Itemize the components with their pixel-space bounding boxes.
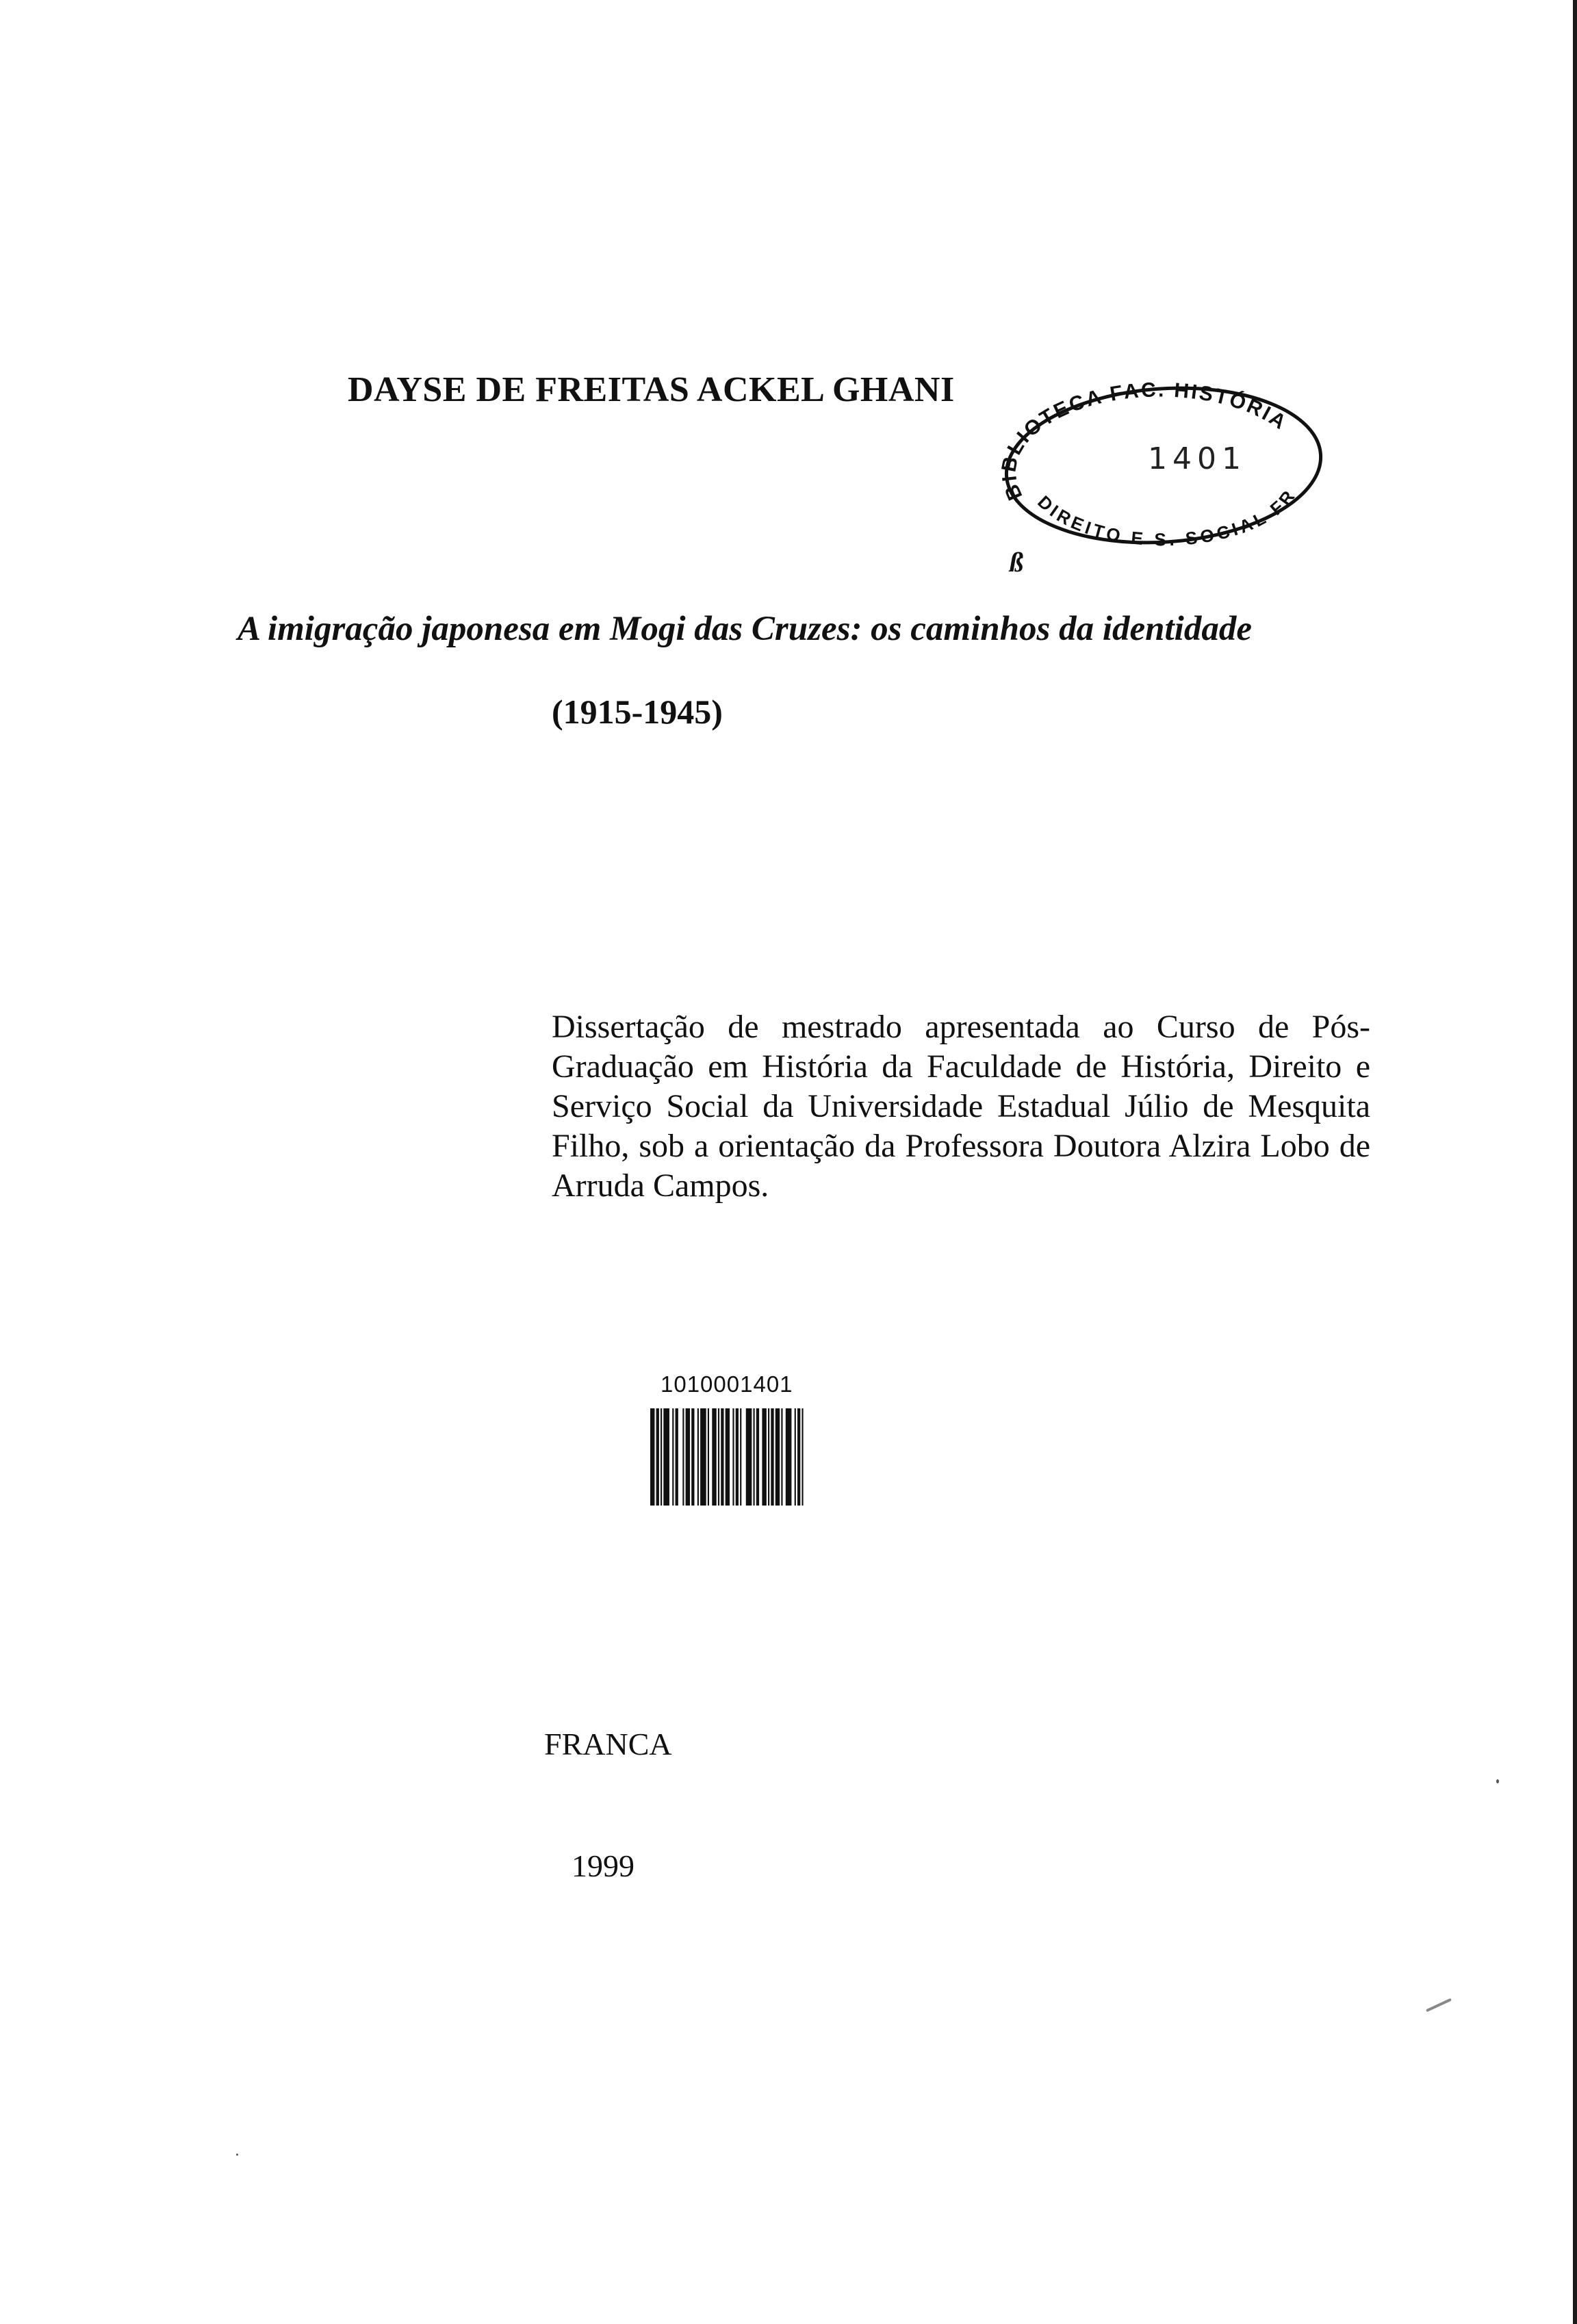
barcode-bar [697,1408,699,1506]
barcode-label [650,1371,938,1506]
barcode-icon [650,1408,938,1506]
svg-text:BIBLIOTECA FAC. HISTÓRIA [997,378,1292,503]
scan-speck [1496,1779,1499,1783]
author-name: DAYSE DE FREITAS ACKEL GHANI [348,370,955,409]
page-edge-shadow [1573,0,1577,2324]
stamp-top-text: BIBLIOTECA FAC. HISTÓRIA [997,378,1292,504]
barcode-bar [768,1408,769,1506]
barcode-bar [802,1408,803,1506]
barcode-bar [797,1408,800,1506]
barcode-bar [686,1408,690,1506]
stamp-bottom-text: DIREITO E S. SOCIAL FR [1034,484,1301,550]
stamp-number: 1401 [1148,441,1246,476]
city: FRANCA [544,1727,672,1761]
barcode-bar [708,1408,709,1506]
thesis-title: A imigração japonesa em Mogi das Cruzes: os caminhos da identidade [238,610,1252,648]
barcode-bar [676,1408,678,1506]
barcode-bar [726,1408,730,1506]
barcode-bar [762,1408,766,1506]
year: 1999 [572,1848,634,1883]
barcode-bar [736,1408,739,1506]
barcode-bar [661,1408,662,1506]
thesis-period: (1915-1945) [552,693,723,731]
barcode-bar [663,1408,669,1506]
barcode-bar [718,1408,719,1506]
barcode-bar [682,1408,684,1506]
barcode-bar [746,1408,752,1506]
barcode-bar [754,1408,755,1506]
barcode-bar [721,1408,723,1506]
barcode-bar [781,1408,782,1506]
barcode-bar [650,1408,654,1506]
barcode-bar [656,1408,659,1506]
barcode-bar [795,1408,796,1506]
scan-speck [236,2154,238,2156]
scan-speck [1426,1998,1452,2013]
barcode-bar [756,1408,759,1506]
barcode-bar [700,1408,706,1506]
library-stamp [996,373,1338,578]
barcode-bar [691,1408,694,1506]
barcode-bar [712,1408,716,1506]
barcode-bar [771,1408,773,1506]
stamp-mark-icon: ß [1010,547,1023,578]
barcode-bar [775,1408,780,1506]
barcode-bar [786,1408,792,1506]
barcode-bar [740,1408,741,1506]
barcode-bar [672,1408,674,1506]
barcode-bar [732,1408,734,1506]
dissertation-description: Dissertação de mestrado apresentada ao Curso de Pós-Graduação em História da Faculdade de História, Direito e Serviço Social da Universidade Estadual Júlio de Mesquita Filho, sob a orientação da Professora Doutora Alzira Lobo de Arruda Campos. [552,1009,1370,1204]
barcode-number: 1010001401 [661,1371,793,1397]
